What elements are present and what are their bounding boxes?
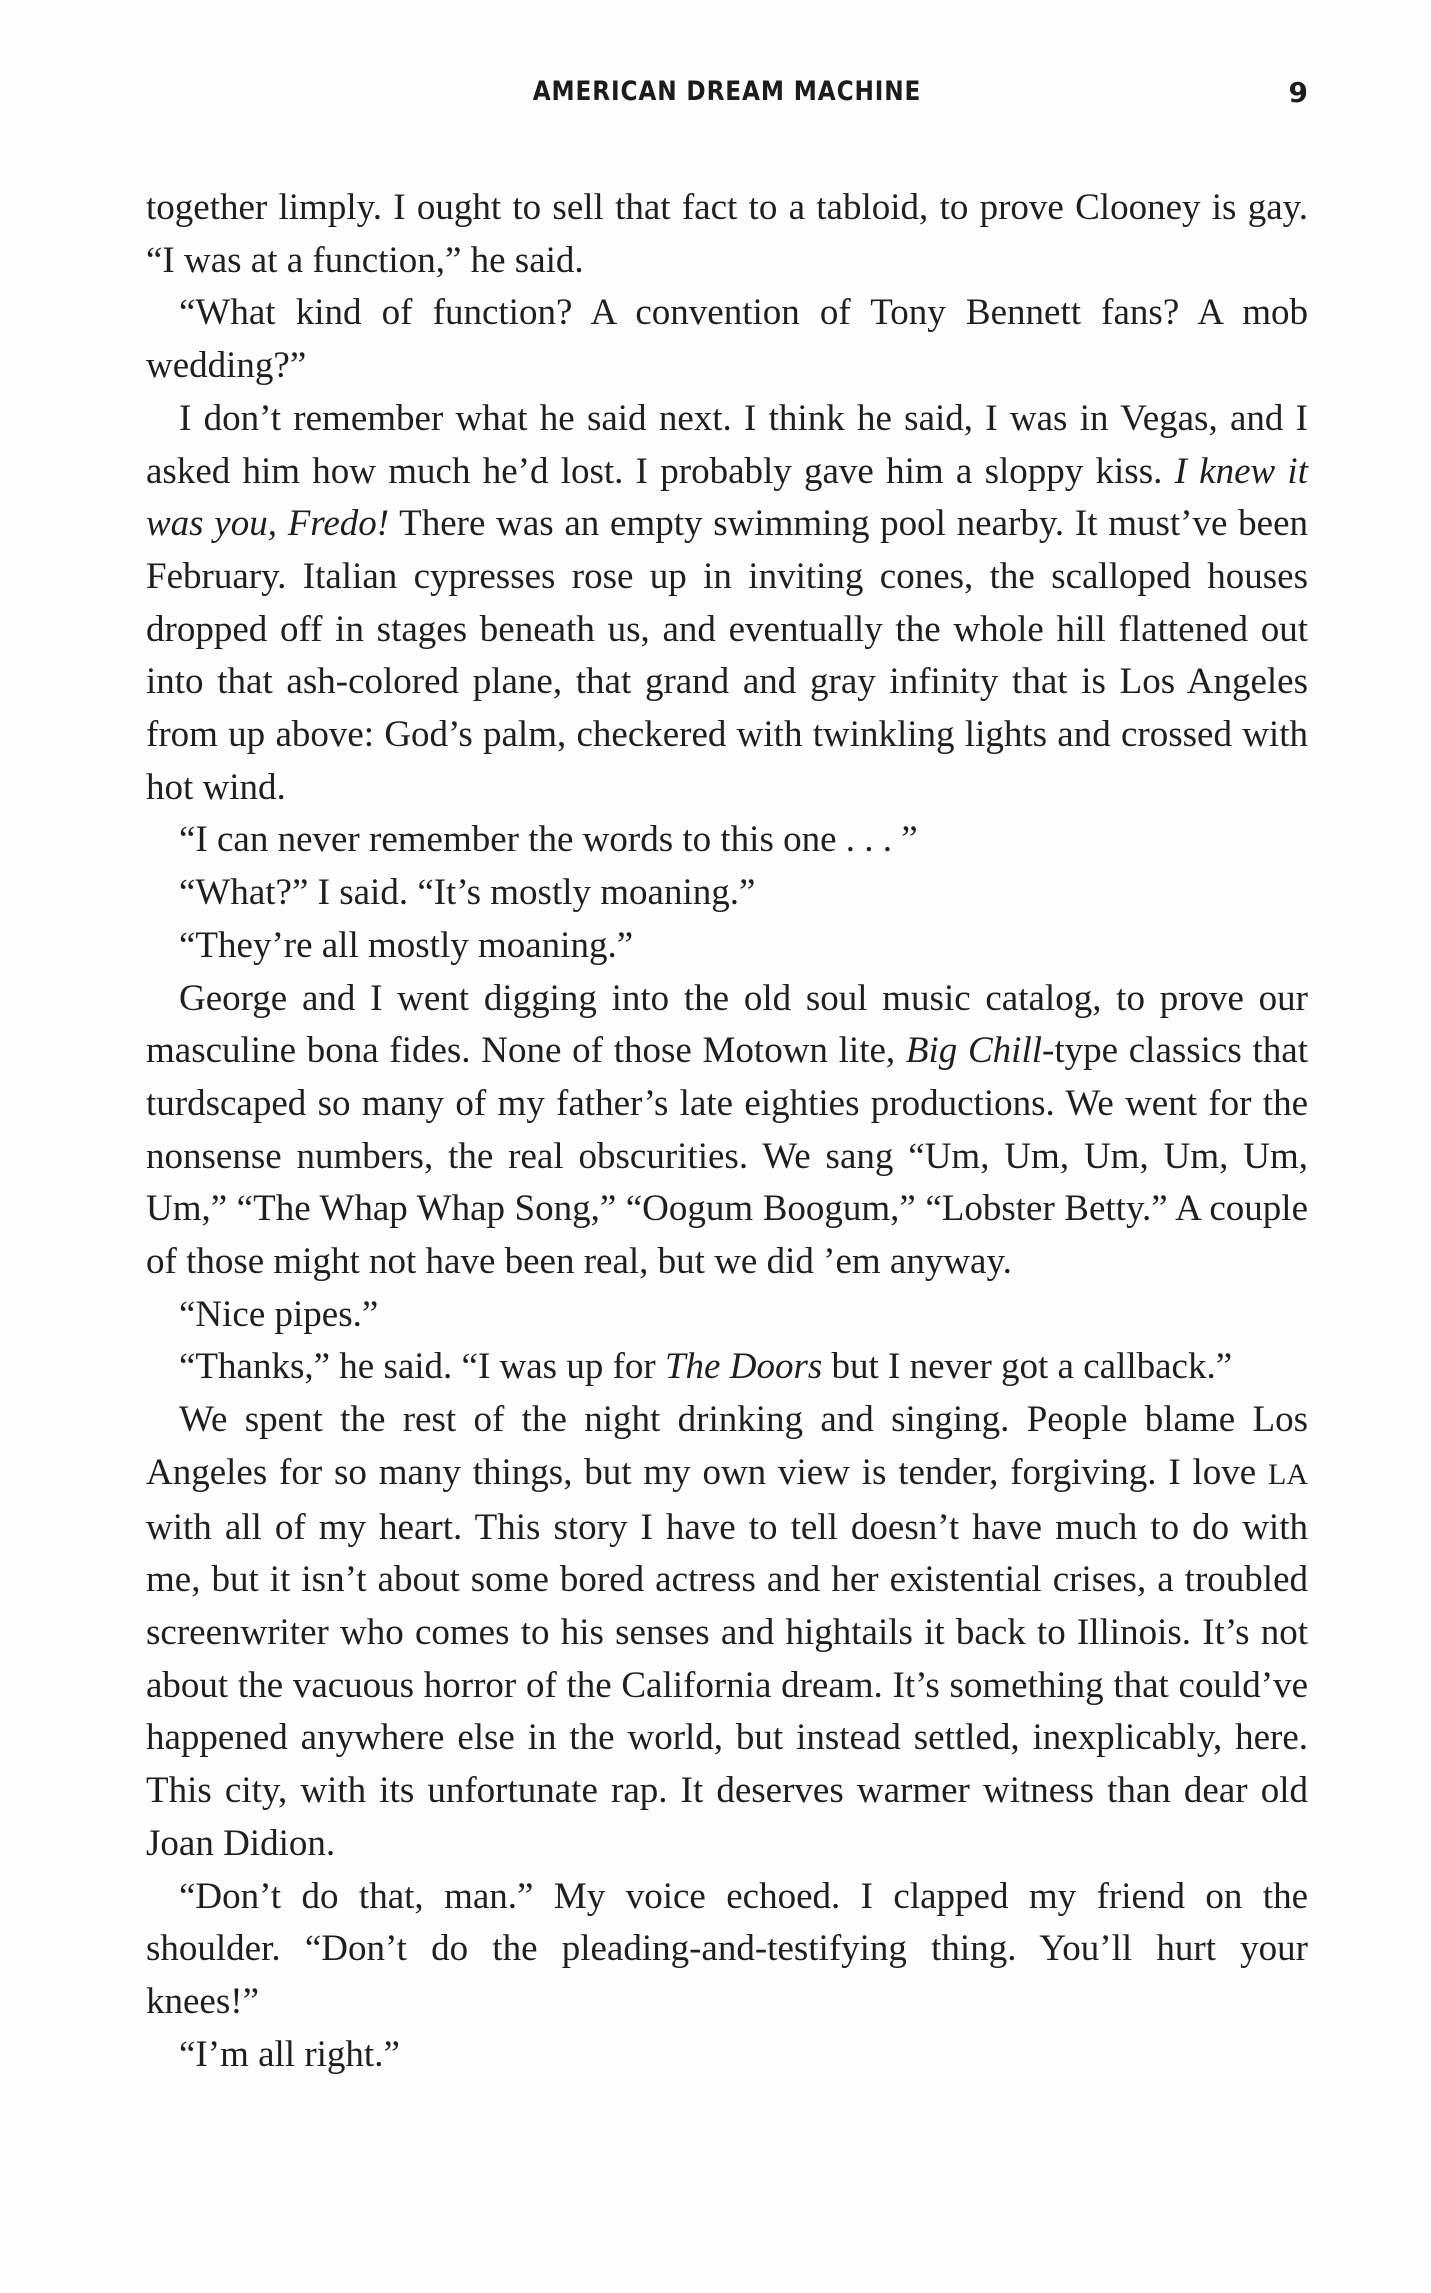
italic-text: I knew it was you, Fredo! [146, 450, 1308, 545]
paragraph: “Nice pipes.” [179, 1293, 379, 1335]
paragraph: “What kind of function? A convention of Tony Bennett fans? A mob wedding?” [146, 292, 1308, 387]
paragraph [146, 973, 1308, 1289]
paragraph-text: “Thanks,” he said. “I was up for [179, 1346, 665, 1388]
italic-text: The Doors [664, 1346, 823, 1388]
paragraph: “I can never remember the words to this one . . . ” [179, 819, 918, 861]
italic-text: Big Chill [905, 1030, 1043, 1072]
book-title: AMERICAN DREAM MACHINE [532, 76, 922, 107]
paragraph [146, 1394, 1308, 1870]
paragraph [146, 1341, 1308, 1394]
paragraph-text: I don’t remember what he said next. I think he said, I was in Vegas, and I asked him how much he’d lost. I probably gave him a sloppy kiss. [146, 397, 1308, 492]
paragraph: together limply. I ought to sell that fact to a tabloid, to prove Clooney is gay. “I was at a function,” he said. [146, 187, 1308, 281]
paragraph-text: There was an empty swimming pool nearby. It must’ve been February. Italian cypresses rose up in inviting cones, the scalloped houses dropped off in stages beneath us, and eventually the whole hill flattened out into that ash-colored plane, that grand and gray infinity that is Los Angeles from up above: God’s palm, checkered with twinkling lights and crossed with hot wind. [146, 503, 1308, 808]
paragraph: “What?” I said. “It’s mostly moaning.” [179, 872, 756, 914]
paragraph-text: George and I went digging into the old soul music catalog, to prove our masculine bona fides. None of those Motown lite, [146, 977, 1308, 1072]
small-caps-text: LA [1268, 1457, 1308, 1491]
paragraph: “I’m all right.” [179, 2033, 400, 2075]
running-head [146, 76, 1308, 116]
paragraph: “They’re all mostly moaning.” [179, 924, 634, 966]
paragraph [146, 393, 1308, 815]
paragraph-text: with all of my heart. This story I have to tell doesn’t have much to do with me, but it isn’t about some bored actress and her existential crises, a troubled screenwriter who comes to his senses and hightails it back to Illinois. It’s not about the vacuous horror of the California dream. It’s something that could’ve happened anywhere else in the world, but instead settled, inexplicably, here. This city, with its unfortunate rap. It deserves warmer witness than dear old Joan Didion. [146, 1506, 1308, 1864]
paragraph-text: We spent the rest of the night drinking and singing. People blame Los Angeles for so many things, but my own view is tender, forgiving. I love [146, 1399, 1308, 1493]
paragraph-text: -type classics that turdscaped so many of my father’s late eighties productions. We went for the nonsense numbers, the real obscurities. We sang “Um, Um, Um, Um, Um, Um,” “The Whap Whap Song,” “Oogum Boogum,” “Lobster Betty.” A couple of those might not have been real, but we did ’em anyway. [146, 1030, 1308, 1283]
paragraph: “Don’t do that, man.” My voice echoed. I clapped my friend on the shoulder. “Don’t do the pleading-and-testifying thing. You’ll hurt your knees!” [146, 1875, 1308, 2022]
body-text [146, 182, 1308, 2081]
page-number: 9 [1288, 76, 1308, 109]
paragraph-text: but I never got a callback.” [822, 1346, 1233, 1388]
